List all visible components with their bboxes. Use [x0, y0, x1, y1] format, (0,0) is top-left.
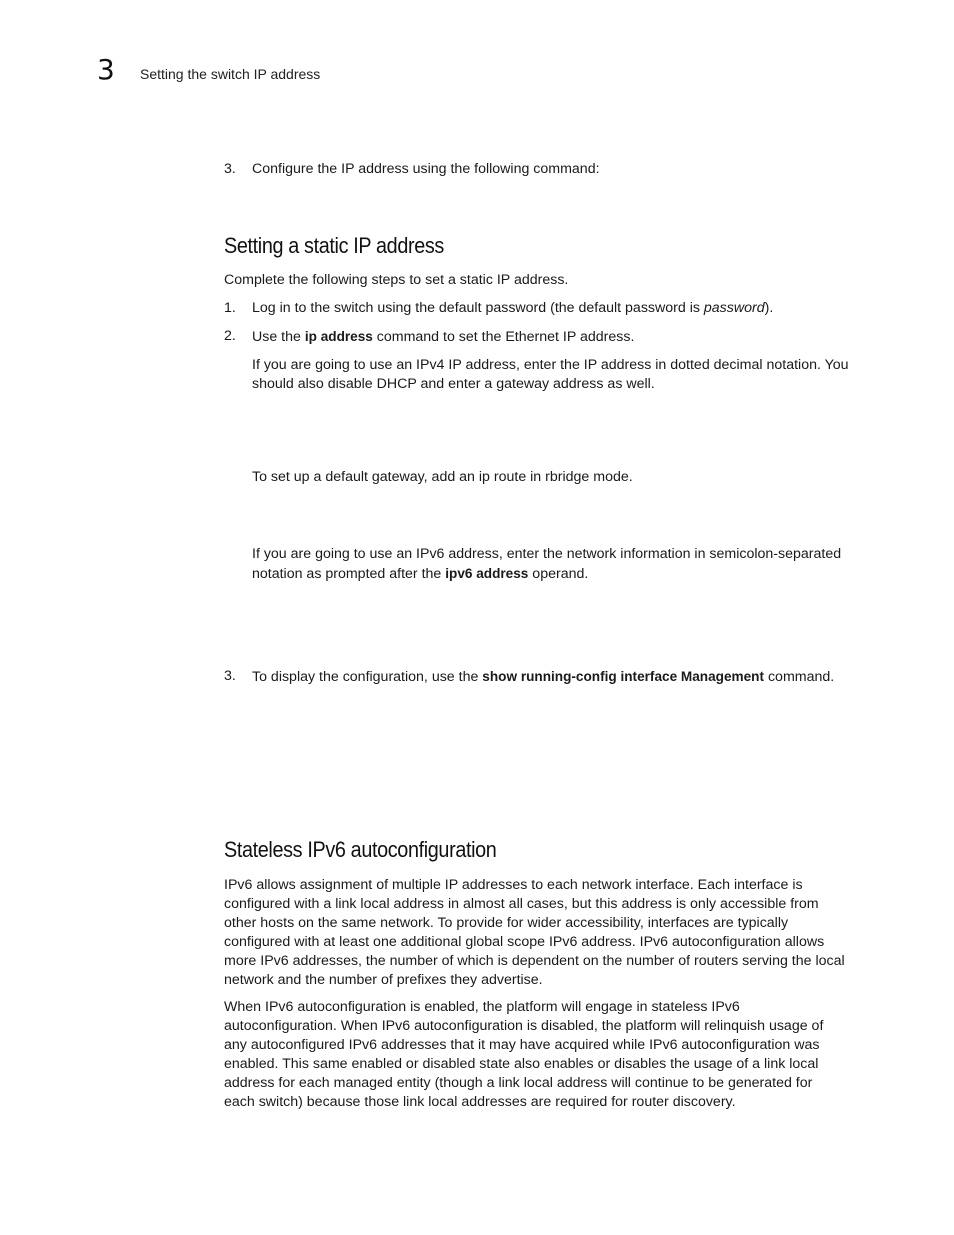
paragraph-line: configured with at least one additional global scope IPv6 address. IPv6 autoconfiguration allows: [224, 934, 825, 950]
ipv6-note-line: notation as prompted after the ipv6 address operand.: [252, 566, 589, 582]
paragraph-line: other hosts on the same network. To provide for wider accessibility, interfaces are typically: [224, 915, 789, 931]
ipv4-note-line: should also disable DHCP and enter a gateway address as well.: [252, 376, 655, 392]
paragraph-line: IPv6 allows assignment of multiple IP addresses to each network interface. Each interface is: [224, 877, 803, 893]
step-number: 1.: [224, 300, 236, 316]
ipv6-note-line: If you are going to use an IPv6 address, enter the network information in semicolon-separated: [252, 546, 842, 562]
chapter-number: 3: [97, 53, 115, 86]
paragraph-line: more IPv6 addresses, the number of which is dependent on the number of routers serving the local: [224, 953, 845, 969]
paragraph-line: each switch) because those link local addresses are required for router discovery.: [224, 1094, 736, 1110]
paragraph-line: When IPv6 autoconfiguration is enabled, the platform will engage in stateless IPv6: [224, 999, 740, 1015]
step-text: Use the ip address command to set the Ethernet IP address.: [252, 329, 635, 345]
gateway-note: To set up a default gateway, add an ip route in rbridge mode.: [252, 469, 633, 485]
ipv4-note: [252, 356, 872, 394]
ipv6-note: [252, 545, 872, 584]
step-text: Configure the IP address using the following command:: [252, 161, 600, 177]
ipv6-paragraph-1: [224, 876, 872, 990]
ipv4-note-line: If you are going to use an IPv4 IP address, enter the IP address in dotted decimal notation. You: [252, 357, 849, 373]
section-heading-ipv6-autoconfig: Stateless IPv6 autoconfiguration: [224, 837, 497, 862]
paragraph-line: network and the number of prefixes they advertise.: [224, 972, 543, 988]
command-ip-address: ip address: [304, 329, 373, 344]
static-intro: Complete the following steps to set a static IP address.: [224, 272, 569, 288]
step-number: 2.: [224, 328, 236, 344]
step-text: To display the configuration, use the show running-config interface Management command.: [252, 669, 835, 685]
section-heading-static-ip: Setting a static IP address: [224, 233, 444, 258]
paragraph-line: address for each managed entity (though a link local address will continue to be generated for: [224, 1075, 813, 1091]
step-number: 3.: [224, 668, 236, 684]
ipv6-paragraph-2: [224, 998, 872, 1112]
default-password: password: [703, 300, 765, 316]
step-text: Log in to the switch using the default password (the default password is password).: [252, 300, 774, 316]
command-ipv6-address: ipv6 address: [445, 566, 529, 581]
running-header-title: Setting the switch IP address: [140, 66, 321, 82]
paragraph-line: autoconfiguration. When IPv6 autoconfiguration is disabled, the platform will relinquish usage of: [224, 1018, 824, 1034]
step-number: 3.: [224, 161, 236, 177]
paragraph-line: configured with a link local address in almost all cases, but this address is only accessible from: [224, 896, 819, 912]
paragraph-line: enabled. This same enabled or disabled state also enables or disables the usage of a link local: [224, 1056, 819, 1072]
command-show-running-config: show running-config interface Management: [482, 669, 765, 684]
paragraph-line: any autoconfigured IPv6 addresses that it may have acquired while IPv6 autoconfiguration was: [224, 1037, 820, 1053]
